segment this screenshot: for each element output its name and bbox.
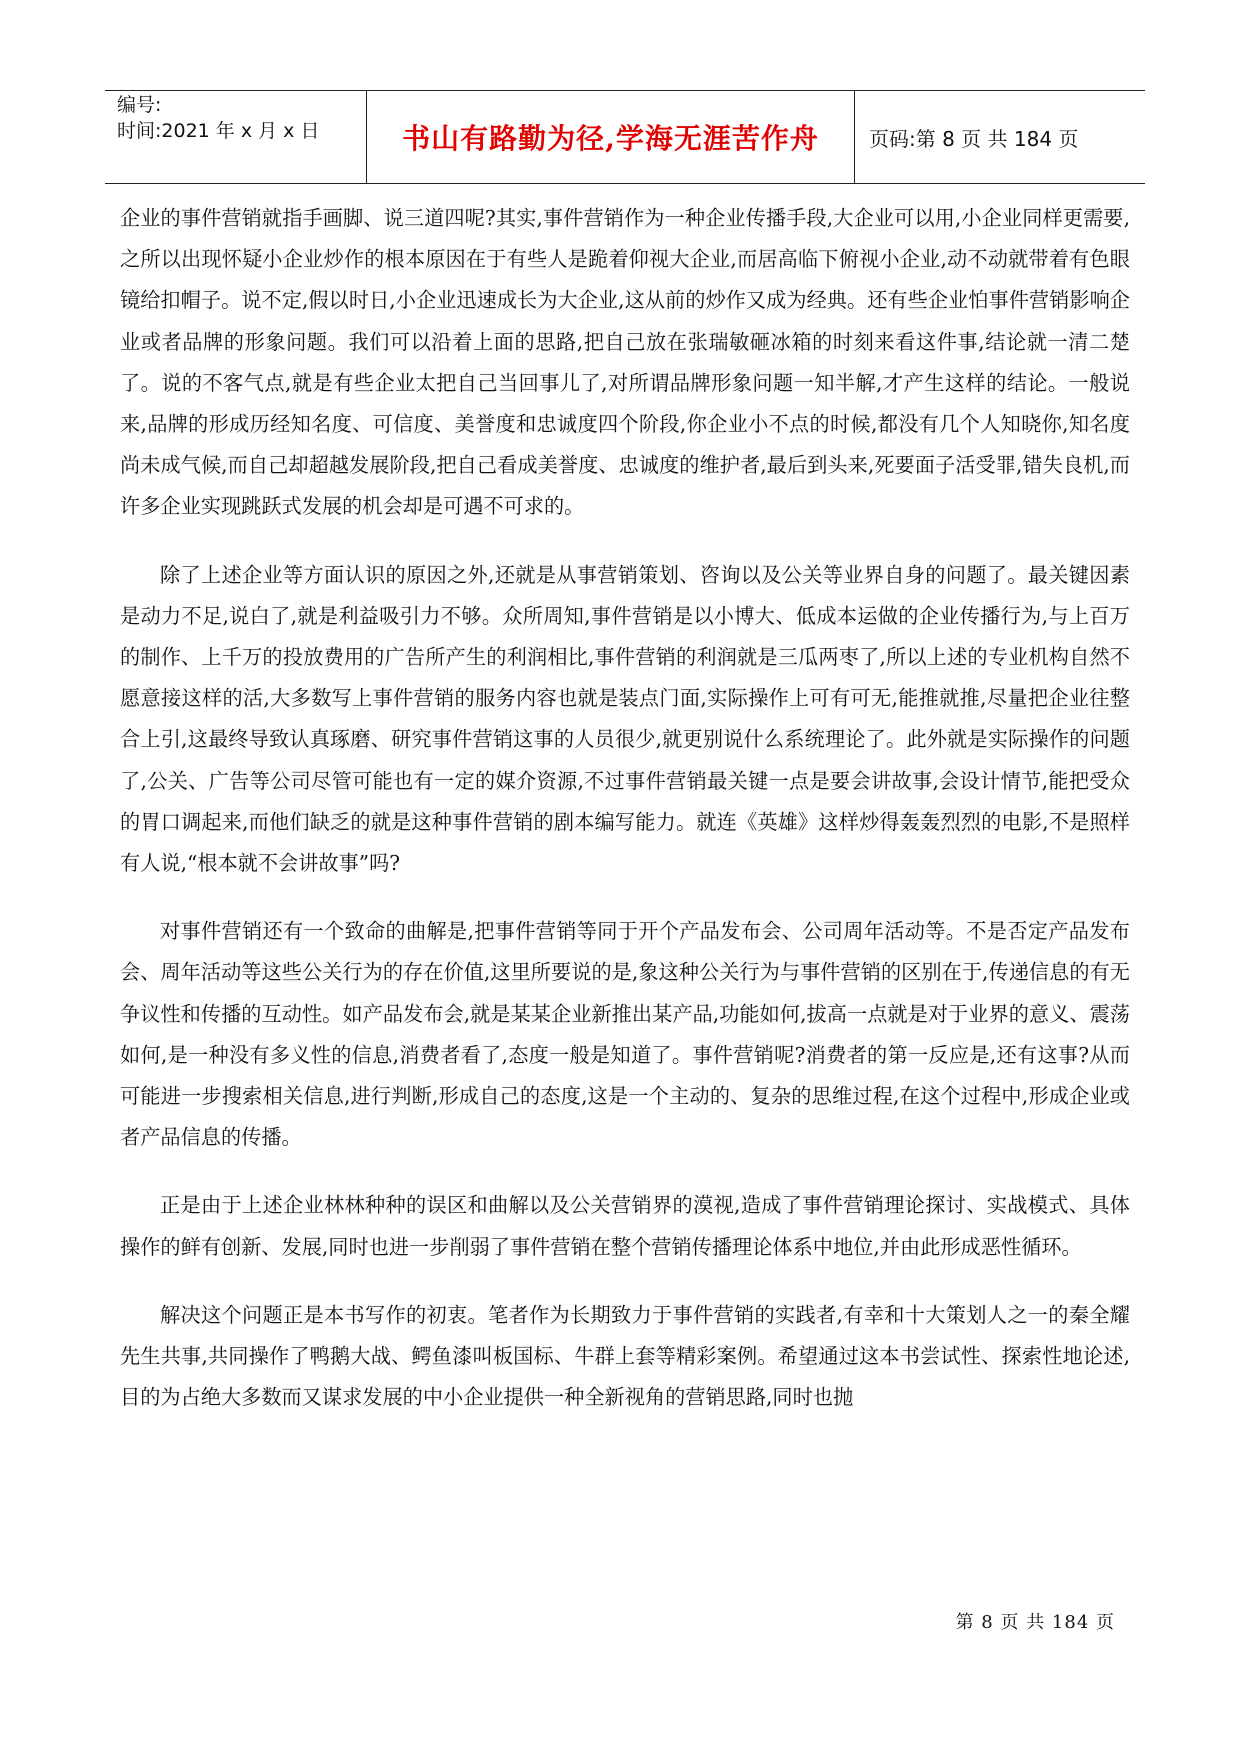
document-number-label: 编号: bbox=[117, 94, 162, 116]
body-paragraph-3: 对事件营销还有一个致命的曲解是,把事件营销等同于开个产品发布会、公司周年活动等。不是否定产品发布会、周年活动等这些公关行为的存在价值,这里所要说的是,象这种公关行为与事件营销的区别在于,传递信息的有无争议性和传播的互动性。如产品发布会,就是某某企业新推出某产品,功能如何,拔高一点就是对于业界的意义、震荡如何,是一种没有多义性的信息,消费者看了,态度一般是知道了。事件营销呢?消费者的第一反应是,还有这事?从而可能进一步搜索相关信息,进行判断,形成自己的态度,这是一个主动的、复杂的思维过程,在这个过程中,形成企业或者产品信息的传播。 bbox=[120, 919, 1130, 1150]
body-paragraph-5: 解决这个问题正是本书写作的初衷。笔者作为长期致力于事件营销的实践者,有幸和十大策划人之一的秦全耀先生共事,共同操作了鸭鹅大战、鳄鱼漆叫板国标、牛群上套等精彩案例。希望通过这本书尝试性、探索性地论述,目的为占绝大多数而又谋求发展的中小企业提供一种全新视角的营销思路,同时也抛 bbox=[120, 1302, 1130, 1410]
header-motto-cell bbox=[367, 91, 855, 183]
body-paragraph-2: 除了上述企业等方面认识的原因之外,还就是从事营销策划、咨询以及公关等业界自身的问题了。最关键因素是动力不足,说白了,就是利益吸引力不够。众所周知,事件营销是以小博大、低成本运做的企业传播行为,与上百万的制作、上千万的投放费用的广告所产生的利润相比,事件营销的利润就是三瓜两枣了,所以上述的专业机构自然不愿意接这样的活,大多数写上事件营销的服务内容也就是装点门面,实际操作上可有可无,能推就推,尽量把企业往整合上引,这最终导致认真琢磨、研究事件营销这事的人员很少,就更别说什么系统理论了。此外就是实际操作的问题了,公关、广告等公司尽管可能也有一定的媒介资源,不过事件营销最关键一点是要会讲故事,会设计情节,能把受众的胃口调起来,而他们缺乏的就是这种事件营销的剧本编写能力。就连《英雄》这样炒得轰轰烈烈的电影,不是照样有人说,“根本就不会讲故事”吗? bbox=[120, 562, 1130, 876]
header-motto: 书山有路勤为径,学海无涯苦作舟 bbox=[402, 122, 819, 155]
body-paragraph-1: 企业的事件营销就指手画脚、说三道四呢?其实,事件营销作为一种企业传播手段,大企业可以用,小企业同样更需要,之所以出现怀疑小企业炒作的根本原因在于有些人是跪着仰视大企业,而居高临下俯视小企业,动不动就带着有色眼镜给扣帽子。说不定,假以时日,小企业迅速成长为大企业,这从前的炒作又成为经典。还有些企业怕事件营销影响企业或者品牌的形象问题。我们可以沿着上面的思路,把自己放在张瑞敏砸冰箱的时刻来看这件事,结论就一清二楚了。说的不客气点,就是有些企业太把自己当回事儿了,对所谓品牌形象问题一知半解,才产生这样的结论。一般说来,品牌的形成历经知名度、可信度、美誉度和忠诚度四个阶段,你企业小不点的时候,都没有几个人知晓你,知名度尚未成气候,而自己却超越发展阶段,把自己看成美誉度、忠诚度的维护者,最后到头来,死要面子活受罪,错失良机,而许多企业实现跳跃式发展的机会却是可遇不可求的。 bbox=[120, 206, 1130, 519]
header-page-cell bbox=[855, 91, 1145, 183]
header-meta bbox=[105, 91, 367, 183]
document-body bbox=[120, 198, 1130, 1445]
page-footer: 第 8 页 共 184 页 bbox=[955, 1612, 1115, 1633]
header-page-label: 页码:第 8 页 共 184 页 bbox=[869, 126, 1079, 151]
document-time-label: 时间:2021 年 x 月 x 日 bbox=[117, 120, 320, 142]
body-paragraph-4: 正是由于上述企业林林种种的误区和曲解以及公关营销界的漠视,造成了事件营销理论探讨、实战模式、具体操作的鲜有创新、发展,同时也进一步削弱了事件营销在整个营销传播理论体系中地位,并由此形成恶性循环。 bbox=[120, 1193, 1130, 1259]
page-header bbox=[105, 90, 1145, 184]
